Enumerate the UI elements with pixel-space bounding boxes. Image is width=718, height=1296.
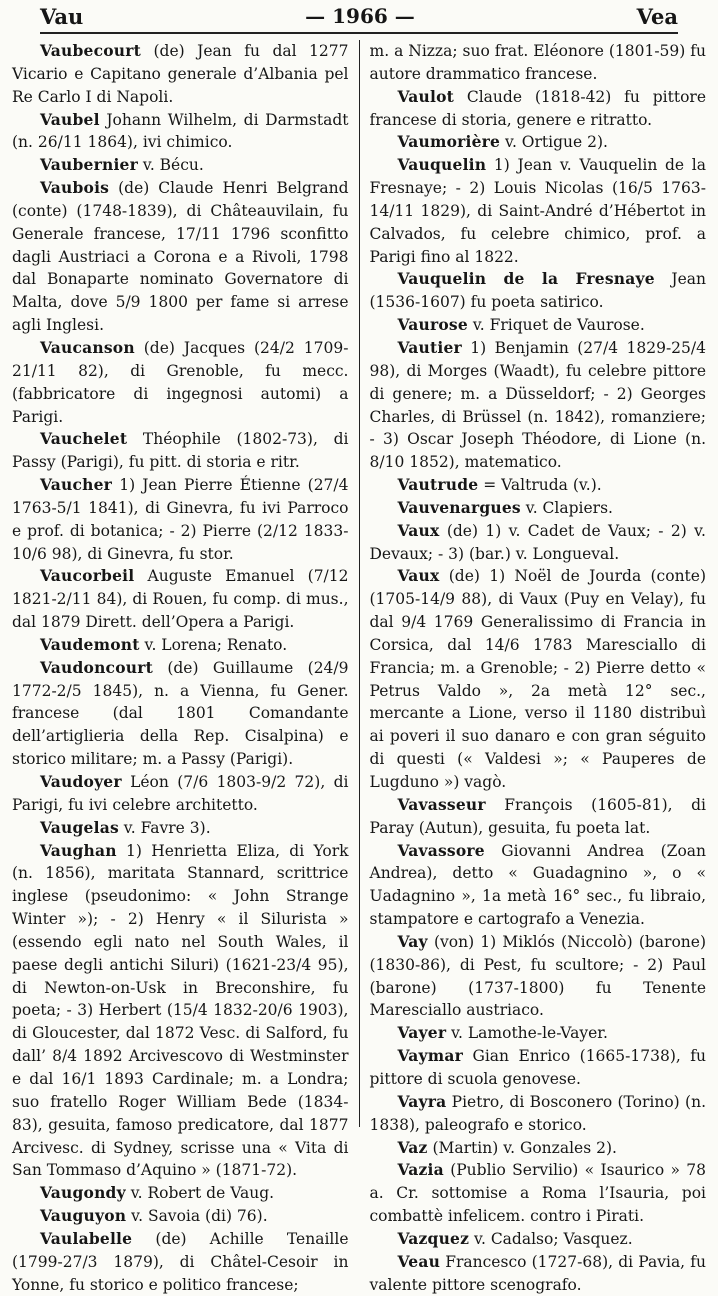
entry: [12, 40, 349, 109]
entry-text: 1) Benjamin (27/4 1829-25/4 98), di Morges (Waadt), fu celebre pittore di genere; m. a Düsseldorf; - 2) Georges Charles, di Brüssel (n. 1842), romanziere; - 3) Oscar Joseph Théodore, di Lione (n. 8/10 1852), matematico.: [369, 338, 706, 472]
entry: [370, 840, 707, 931]
entry: [12, 177, 349, 337]
entry-text: v. Lorena; Renato.: [139, 635, 288, 654]
entry-text: v. Ortigue 2).: [500, 133, 608, 152]
header-left-word: Vau: [40, 3, 84, 29]
entry: [12, 337, 349, 428]
entry-text: v. Bécu.: [137, 156, 204, 175]
entry-text: Auguste Emanuel (7/12 1821-2/11 84), di Rouen, fu comp. di mus., dal 1879 Dirett. dell’Opera a Parigi.: [12, 567, 349, 632]
entry-headword: Vaymar: [397, 1046, 463, 1066]
entry-headword: Vayer: [397, 1023, 447, 1043]
entry: [370, 497, 707, 520]
entry-headword: Vaumorière: [397, 132, 501, 152]
entry-headword: Vautrude: [397, 475, 479, 495]
entry-text: v. Cadalso; Vasquez.: [469, 1229, 633, 1248]
entry-headword: Vaudoncourt: [40, 657, 153, 677]
entry-text: v. Friquet de Vaurose.: [467, 316, 645, 335]
entry: [12, 1182, 349, 1205]
entry-text: Johann Wilhelm, di Darmstadt (n. 26/11 1864), ivi chimico.: [12, 110, 349, 152]
entry: [370, 1022, 707, 1045]
entry-text: Pietro, di Bosconero (Torino) (n. 1838), paleografo e storico.: [369, 1092, 706, 1134]
text-columns: [12, 40, 707, 1294]
entry: [12, 474, 349, 565]
entry-headword: Veau: [397, 1251, 441, 1271]
entry: [370, 1137, 707, 1160]
entry-text: (de) Jean fu dal 1277 Vicario e Capitano generale d’Albania pel Re Carlo I di Napoli.: [12, 42, 349, 106]
entry-headword: Vaugondy: [40, 1183, 126, 1203]
entry: [12, 109, 349, 155]
entry: [370, 1228, 707, 1251]
entry-text: = Valtruda (v.).: [478, 476, 602, 495]
entry-headword: Vaubecourt: [40, 41, 141, 60]
entry: [370, 154, 707, 268]
entry: [12, 154, 349, 177]
entry: [12, 1205, 349, 1228]
entry-headword: Vaudemont: [40, 634, 140, 654]
entry-text: 1) Henrietta Eliza, di York (n. 1856), maritata Stannard, scrittrice inglese (pseudonimo: « John Strange Winter »); - 2) Henry « il Silurista » (essendo egli nato nel South Wales, il paese degli antichi Siluri) (1621-23/4 95), di Newton-on-Usk in Breconshire, fu poeta; - 3) Herbert (15/4 1832-20/6 1903), di Gloucester, dal 1872 Vesc. di Salford, fu dall’ 8/4 1892 Arcivescovo di Westminster e dal 16/1 1893 Cardinale; m. a Londra; suo fratello Roger William Bede (1834-83), gesuita, famoso predicatore, dal 1877 Arcivesc. di Sydney, scrisse una « Vita di San Tommaso d’Aquino » (1871-72).: [12, 841, 349, 1180]
entry-text: (de) 1) v. Cadet de Vaux; - 2) v. Devaux; - 3) (bar.) v. Longueval.: [369, 521, 706, 563]
entry-text: Gian Enrico (1665-1738), fu pittore di scuola genovese.: [369, 1047, 706, 1088]
entry-headword: Vaulabelle: [40, 1228, 133, 1248]
entry-text: Léon (7/6 1803-9/2 72), di Parigi, fu ivi celebre architetto.: [12, 773, 349, 814]
left-column: [12, 40, 359, 1294]
entry-text: Francesco (1727-68), di Pavia, fu valente pittore scenografo.: [369, 1252, 706, 1294]
entry-headword: Vaughan: [40, 840, 117, 860]
entry-headword: Vauvenargues: [397, 497, 521, 517]
entry-text: François (1605-81), di Paray (Autun), gesuita, fu poeta lat.: [369, 795, 706, 837]
entry: [370, 337, 707, 474]
entry: [12, 657, 349, 771]
entry: [370, 1091, 707, 1137]
entry-text: 1) Jean v. Vauquelin de la Fresnaye; - 2) Louis Nicolas (16/5 1763-14/11 1829), di Saint-André d’Hébertot in Calvados, fu celebre chimico, prof. a Parigi fino al 1822.: [369, 156, 706, 266]
right-column: [359, 40, 707, 1294]
entry: [370, 931, 707, 1022]
entry-text: 1) Jean Pierre Étienne (27/4 1763-5/1 1841), di Ginevra, fu ivi Parroco e prof. di botanica; - 2) Pierre (2/12 1833-10/6 98), di Ginevra, fu stor.: [12, 476, 349, 563]
entry-text: Jean (1536-1607) fu poeta satirico.: [369, 270, 707, 312]
entry: [12, 428, 349, 474]
entry-headword: Vavassore: [397, 840, 485, 860]
entry-text: (von) 1) Miklós (Niccolò) (barone) (1830-86), di Pest, fu scultore; - 2) Paul (barone) (1737-1800) fu Tenente Maresciallo austriaco.: [369, 932, 706, 1020]
entry-text: (de) 1) Noël de Jourda (conte) (1705-14/9 88), di Vaux (Puy en Velay), fu dal 9/4 1769 Generalissimo di Francia in Corsica, dal 14/6 1783 Maresciallo di Francia; m. a Grenoble; - 2) Pierre detto « Petrus Valdo », 2a metà 12° sec., mercante a Lione, verso il 1180 distribuì ai poveri il suo danaro e con gran séguito di questi (« Valdesi »; « Pauperes de Lugduno ») vagò.: [369, 567, 706, 791]
entry-headword: Vazquez: [397, 1228, 470, 1248]
entry-headword: Vautier: [397, 337, 462, 357]
entry: [370, 474, 707, 497]
entry: [370, 1251, 707, 1296]
entry-headword: Vauquelin: [397, 155, 487, 175]
entry-text: (Martin) v. Gonzales 2).: [427, 1138, 617, 1157]
entry: [12, 817, 349, 840]
entry-headword: Vauguyon: [40, 1206, 127, 1226]
entry-headword: Vaudoyer: [40, 772, 122, 791]
entry: [370, 268, 707, 314]
entry-headword: Vaux: [397, 566, 440, 586]
entry-text: (de) Guillaume (24/9 1772-2/5 1845), n. a Vienna, fu Gener. francese (dal 1801 Comandante dell’artiglieria della Rep. Cisalpina) e storico militare; m. a Passy (Parigi).: [12, 658, 349, 769]
entry: [370, 1045, 707, 1091]
entry-headword: Vaucher: [40, 475, 113, 495]
entry-headword: Vauquelin de la Fresnaye: [397, 269, 655, 289]
entry: [12, 565, 349, 634]
entry-headword: Vaz: [397, 1137, 428, 1157]
entry-text: Claude (1818-42) fu pittore francese di storia, genere e ritratto.: [369, 87, 706, 129]
running-header: [40, 0, 678, 34]
entry-headword: Vauchelet: [40, 429, 128, 449]
entry: [370, 794, 707, 840]
entry: [12, 1228, 349, 1296]
header-right-word: Vea: [636, 3, 678, 29]
entry-headword: Vaulot: [397, 86, 455, 106]
entry-headword: Vavasseur: [397, 794, 486, 814]
entry-headword: Vaugelas: [40, 817, 119, 837]
entry-text: Giovanni Andrea (Zoan Andrea), detto « Guadagnino », o « Uadagnino », 1a metà 16° sec., fu libraio, stampatore e cartografo a Venezia.: [369, 841, 706, 929]
entry-text: v. Lamothe-le-Vayer.: [446, 1024, 608, 1043]
entry-headword: Vaurose: [397, 315, 468, 335]
entry-headword: Vaucorbeil: [40, 566, 135, 586]
entry-text: v. Favre 3).: [118, 818, 211, 837]
entry: [370, 86, 707, 132]
entry-continuation: [370, 40, 707, 86]
entry-text: v. Savoia (di) 76).: [126, 1207, 268, 1226]
entry: [370, 565, 707, 793]
entry-headword: Vaubernier: [40, 155, 138, 175]
entry-text: (de) Jacques (24/2 1709-21/11 82), di Grenoble, fu mecc. (fabbricatore di ingegnosi automi) a Parigi.: [12, 338, 349, 426]
entry: [12, 840, 349, 1183]
entry-text: (Publio Servilio) « Isaurico » 78 a. Cr. sottomise a Roma l’Isauria, poi combattè infelicem. contro i Pirati.: [369, 1161, 706, 1226]
entry-headword: Vaubois: [40, 178, 110, 198]
entry-text: v. Robert de Vaug.: [125, 1184, 275, 1203]
entry: [370, 520, 707, 566]
entry-text: v. Clapiers.: [520, 498, 613, 517]
entry-headword: Vay: [397, 931, 428, 951]
entry: [370, 314, 707, 337]
entry: [12, 634, 349, 657]
entry-text: m. a Nizza; suo frat. Eléonore (1801-59) fu autore drammatico francese.: [369, 42, 706, 83]
entry: [370, 1159, 707, 1228]
entry-headword: Vaubel: [40, 109, 100, 129]
entry-text: (de) Claude Henri Belgrand (conte) (1748-1839), di Châteauvilain, fu Generale francese, 17/11 1796 sconfitto dagli Austriaci a Corona e a Rivoli, 1798 dal Bonaparte nominato Governatore di Malta, dove 5/9 1800 per fame si arrese agli Inglesi.: [12, 179, 349, 335]
entry-text: Théophile (1802-73), di Passy (Parigi), fu pitt. di storia e ritr.: [12, 430, 349, 472]
entry-headword: Vazia: [397, 1160, 444, 1180]
page-number: — 1966 —: [305, 4, 415, 28]
entry: [12, 771, 349, 817]
entry: [370, 131, 707, 154]
entry-headword: Vaucanson: [40, 337, 135, 357]
entry-text: (de) Achille Tenaille (1799-27/3 1879), di Châtel-Cesoir in Yonne, fu storico e politico francese;: [12, 1229, 349, 1294]
entry-headword: Vayra: [397, 1091, 447, 1111]
entry-headword: Vaux: [397, 520, 440, 540]
